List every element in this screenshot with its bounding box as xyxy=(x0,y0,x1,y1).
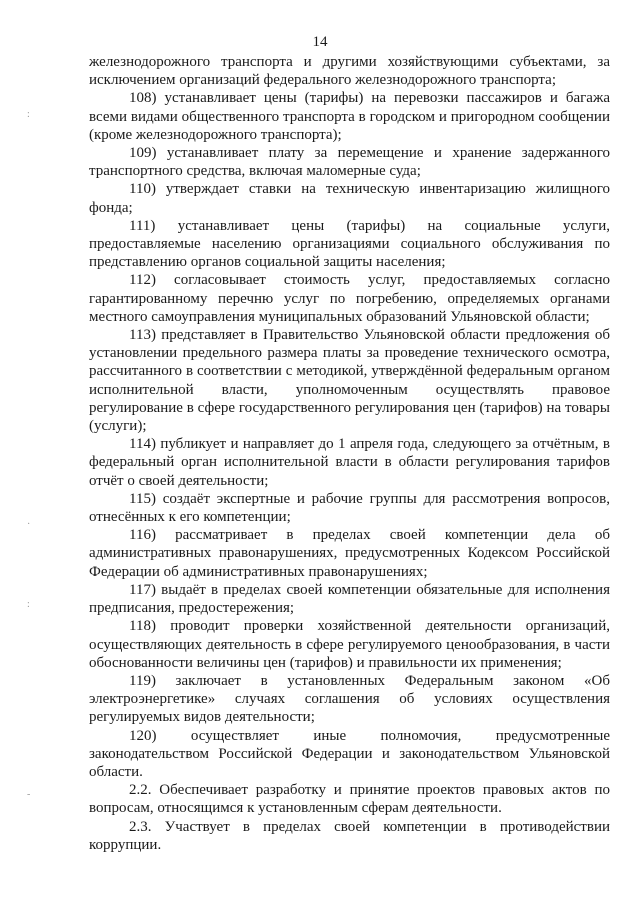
scan-margin-mark: : xyxy=(27,599,30,610)
paragraph-item-113: 113) представляет в Правительство Ульяновской области предложения об установлении предельного размера платы за проведение технического осмотра, рассчитанного в соответствии с методикой, утверждённой федеральным органом исполнительной власти, уполномоченным осуществлять правовое регулирование в сфере государственного регулирования цен (тарифов) на товары (услуги); xyxy=(89,327,610,435)
paragraph-item-110: 110) утверждает ставки на техническую инвентаризацию жилищного фонда; xyxy=(89,181,610,216)
paragraph-item-115: 115) создаёт экспертные и рабочие группы для рассмотрения вопросов, отнесённых к его компетенции; xyxy=(89,490,610,526)
page-number: 14 xyxy=(312,34,328,50)
paragraph-section-2-2: 2.2. Обеспечивает разработку и принятие проектов правовых актов по вопросам, относящимся к установленным сферам деятельности. xyxy=(89,782,610,817)
paragraph-item-120: 120) осуществляет иные полномочия, предусмотренные законодательством Российской Федерации и законодательством Ульяновской области. xyxy=(89,727,610,780)
paragraph-item-108: 108) устанавливает цены (тарифы) на перевозки пассажиров и багажа всеми видами общественного транспорта в городском и пригородном сообщении (кроме железнодорожного транспорта); xyxy=(89,90,610,143)
paragraph-item-109: 109) устанавливает плату за перемещение и хранение задержанного транспортного средства, включая маломерные суда; xyxy=(89,145,610,180)
paragraph-section-2-3: 2.3. Участвует в пределах своей компетенции в противодействии коррупции. xyxy=(89,818,610,853)
paragraph-item-112: 112) согласовывает стоимость услуг, предоставляемых согласно гарантированному перечню услуг по погребению, определяемых органами местного самоуправления муниципальных образований Ульяновской области; xyxy=(89,272,610,325)
paragraph-item-118: 118) проводит проверки хозяйственной деятельности организаций, осуществляющих деятельность в сфере регулируемого ценообразования, в части обоснованности величины цен (тарифов) и правильности их применения; xyxy=(89,618,610,671)
paragraph-item-116: 116) рассматривает в пределах своей компетенции дела об административных правонарушениях, предусмотренных Кодексом Российской Федерации об административных правонарушениях; xyxy=(89,527,610,580)
scan-margin-mark: : xyxy=(27,109,30,120)
paragraph-item-117: 117) выдаёт в пределах своей компетенции обязательные для исполнения предписания, предостережения; xyxy=(89,581,610,617)
scan-margin-mark: - xyxy=(27,789,31,800)
paragraph-item-119: 119) заключает в установленных Федеральным законом «Об электроэнергетике» случаях соглашения об условиях осуществления регулируемых видов деятельности; xyxy=(89,672,610,726)
paragraph-item-111: 111) устанавливает цены (тарифы) на социальные услуги, предоставляемые населению организациями социального обслуживания по представлению органов социальной защиты населения; xyxy=(89,217,610,271)
document-body xyxy=(89,53,610,854)
paragraph-continuation: железнодорожного транспорта и другими хозяйствующими субъектами, за исключением организаций федерального железнодорожного транспорта; xyxy=(89,54,610,89)
scan-margin-mark: · xyxy=(27,519,31,530)
paragraph-item-114: 114) публикует и направляет до 1 апреля года, следующего за отчётным, в федеральный орган исполнительной власти в области регулирования тарифов отчёт о своей деятельности; xyxy=(89,436,610,489)
